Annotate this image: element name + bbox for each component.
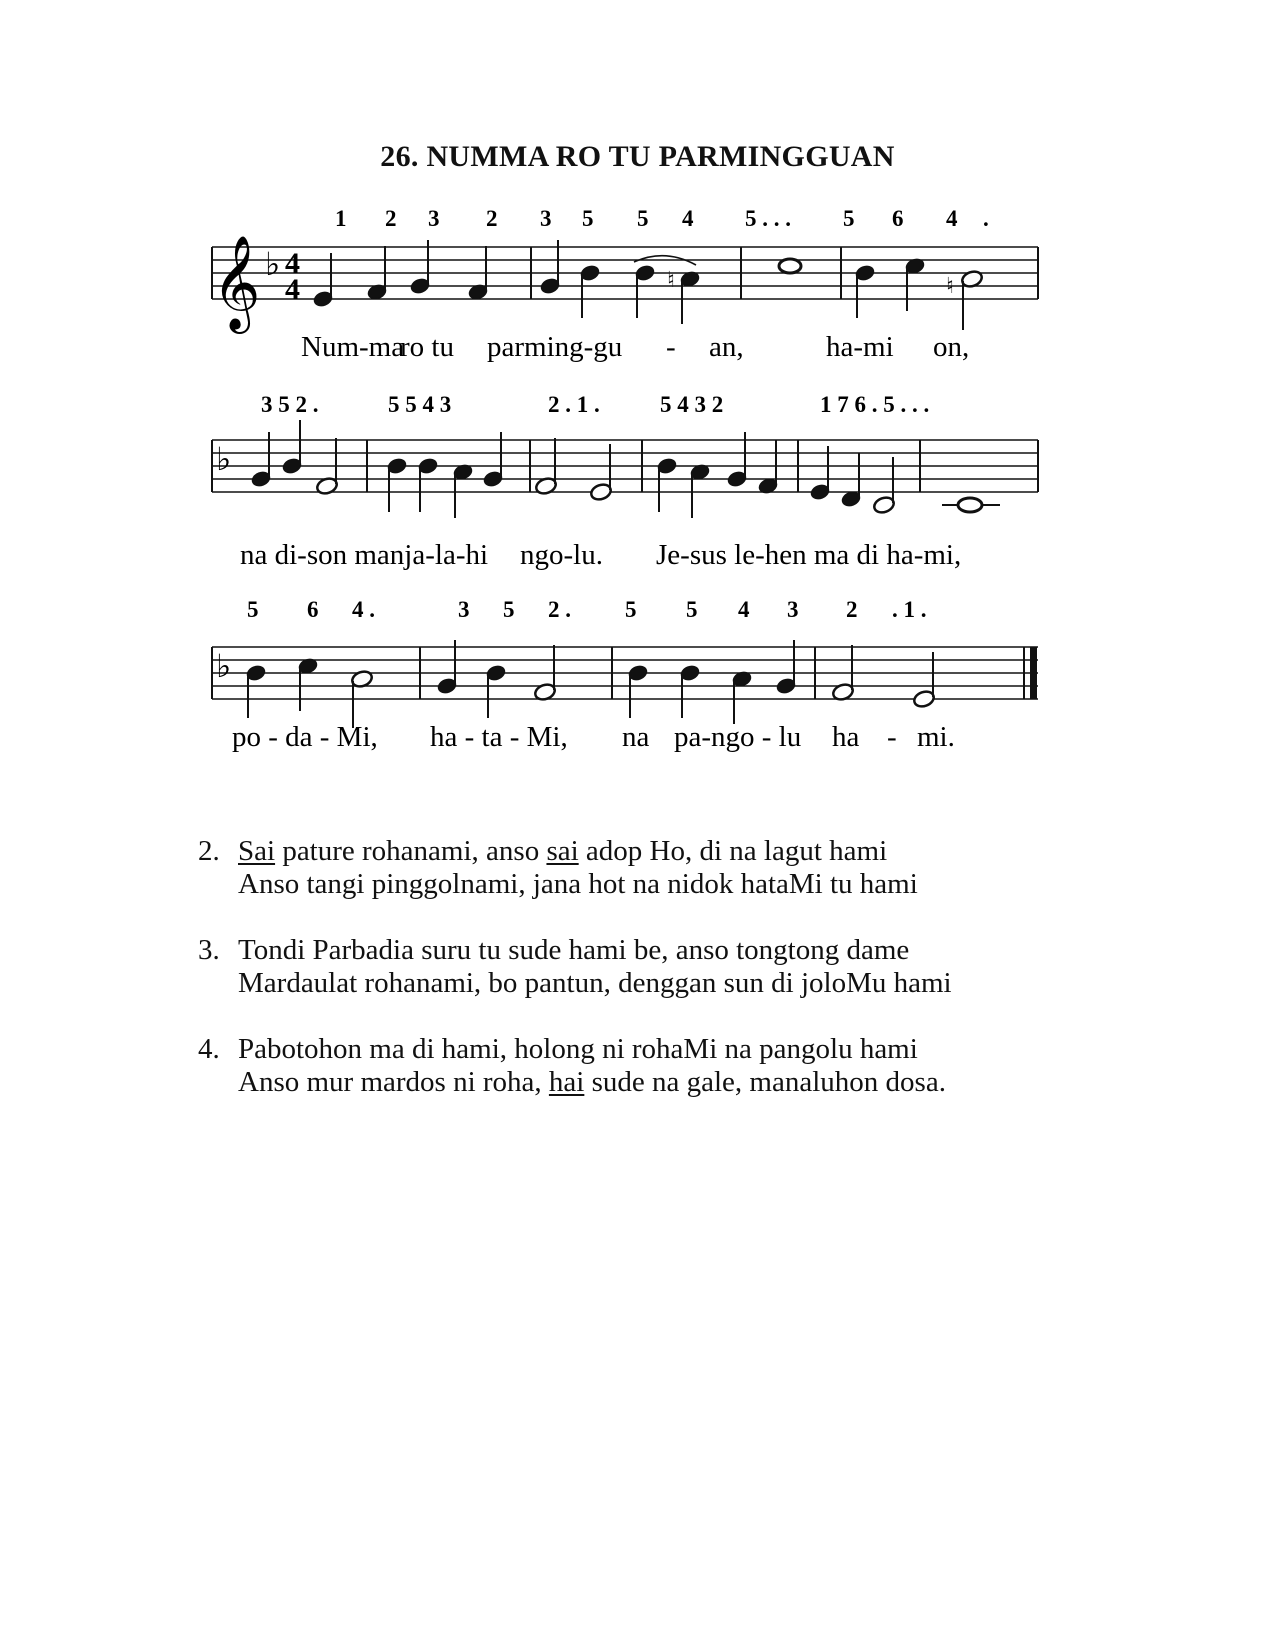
staff-system-1 <box>212 206 1038 363</box>
verse-4 <box>198 1033 952 1099</box>
verse-text-underlined: hai <box>548 1066 585 1098</box>
verse-text: Anso tangi pinggolnami, jana hot na nidok hataMi tu hami <box>238 868 918 900</box>
cipher-number: 3 <box>787 597 799 622</box>
cipher-number: 5 <box>686 597 698 622</box>
lyric-syllable: - <box>887 721 897 753</box>
notes <box>312 240 983 330</box>
verse-line <box>238 1066 952 1099</box>
verse-line <box>238 868 952 901</box>
lyric-syllable: na di-son manja-la-hi <box>240 539 489 571</box>
cipher-number: 5 . . . <box>745 206 791 231</box>
cipher-number: 2 . 1 . <box>548 392 600 417</box>
cipher-number: 1 <box>335 206 347 231</box>
lyrics-line <box>240 539 961 571</box>
natural-icon: ♮ <box>667 268 675 293</box>
verse-number: 3. <box>198 934 220 966</box>
cipher-number: . <box>983 206 989 231</box>
lyrics-line <box>301 331 969 363</box>
verse-2 <box>198 835 952 901</box>
flat-icon: ♭ <box>216 440 232 478</box>
verse-text: adop Ho, di na lagut hami <box>578 835 888 867</box>
cipher-number: . 1 . <box>892 597 927 622</box>
lyric-syllable: ro tu <box>400 331 454 363</box>
lyric-syllable: ha - ta - Mi, <box>430 721 568 753</box>
verse-line <box>238 1033 952 1066</box>
cipher-number: 3 <box>428 206 440 231</box>
cipher-number: 2 . <box>548 597 571 622</box>
cipher-number: 5 <box>247 597 259 622</box>
cipher-number: 6 <box>892 206 904 231</box>
cipher-number: 2 <box>846 597 858 622</box>
verse-text: Anso mur mardos ni roha, <box>238 1066 549 1098</box>
cipher-number: 5 <box>843 206 855 231</box>
verse-number: 4. <box>198 1033 220 1065</box>
lyric-syllable: on, <box>933 331 970 363</box>
staff-system-2 <box>212 392 1038 571</box>
verse-line <box>238 934 952 967</box>
lyric-syllable: Num-ma <box>301 331 405 363</box>
notes <box>245 640 935 728</box>
cipher-numbers <box>335 206 989 231</box>
lyric-syllable: pa-ngo - lu <box>674 721 802 753</box>
cipher-number: 2 <box>385 206 397 231</box>
cipher-numbers <box>247 597 927 622</box>
verse-3 <box>198 934 952 1000</box>
cipher-number: 5 <box>637 206 649 231</box>
cipher-number: 4 . <box>352 597 375 622</box>
cipher-number: 3 5 2 . <box>261 392 319 417</box>
hymn-title: 26. NUMMA RO TU PARMINGGUAN <box>380 140 895 173</box>
cipher-number: 5 <box>582 206 594 231</box>
lyrics-line <box>232 721 955 753</box>
lyric-syllable: - <box>666 331 676 363</box>
lyric-syllable: na <box>622 721 650 753</box>
cipher-number: 4 <box>738 597 750 622</box>
cipher-number: 5 <box>625 597 637 622</box>
verse-text: sude na gale, manaluhon dosa. <box>584 1066 946 1098</box>
cipher-number: 3 <box>458 597 470 622</box>
verse-text: Tondi Parbadia suru tu sude hami be, anso tongtong dame <box>238 934 910 966</box>
verse-text: Mardaulat rohanami, bo pantun, denggan sun di joloMu hami <box>238 967 952 999</box>
cipher-number: 1 7 6 . 5 . . . <box>820 392 930 417</box>
flat-icon: ♭ <box>216 647 232 685</box>
note <box>958 498 982 512</box>
cipher-number: 6 <box>307 597 319 622</box>
flat-icon: ♭ <box>265 245 281 283</box>
treble-clef-icon: 𝄞 <box>212 235 261 330</box>
lyric-syllable: po - da - Mi, <box>232 721 378 753</box>
verse-number: 2. <box>198 835 220 867</box>
cipher-number: 4 <box>946 206 958 231</box>
cipher-number: 4 <box>682 206 694 231</box>
verses <box>198 835 952 1132</box>
time-signature-bottom: 4 <box>285 273 300 306</box>
verse-line <box>238 967 952 1000</box>
cipher-number: 2 <box>486 206 498 231</box>
verse-text-underlined: Sai <box>238 835 276 867</box>
lyric-syllable: an, <box>709 331 744 363</box>
staff-lines <box>212 647 1038 699</box>
verse-line <box>238 835 952 868</box>
natural-icon: ♮ <box>946 274 954 299</box>
lyric-syllable: ngo-lu. <box>520 539 603 571</box>
verse-text: Pabotohon ma di hami, holong ni rohaMi na pangolu hami <box>238 1033 918 1065</box>
cipher-number: 5 5 4 3 <box>388 392 452 417</box>
lyric-syllable: ha <box>832 721 860 753</box>
staff-system-3 <box>212 597 1038 753</box>
cipher-number: 5 4 3 2 <box>660 392 724 417</box>
cipher-number: 3 <box>540 206 552 231</box>
final-barline <box>1030 647 1037 699</box>
verse-text-underlined: sai <box>546 835 579 867</box>
lyric-syllable: parming-gu <box>487 331 623 363</box>
notes <box>250 420 1000 518</box>
lyric-syllable: ha-mi <box>826 331 894 363</box>
verse-text: pature rohanami, anso <box>275 835 547 867</box>
lyric-syllable: mi. <box>917 721 955 753</box>
cipher-number: 5 <box>503 597 515 622</box>
time-signature-top: 4 <box>285 247 300 280</box>
lyric-syllable: Je-sus le-hen ma di ha-mi, <box>656 539 962 571</box>
cipher-numbers <box>261 392 929 417</box>
note <box>779 259 801 273</box>
